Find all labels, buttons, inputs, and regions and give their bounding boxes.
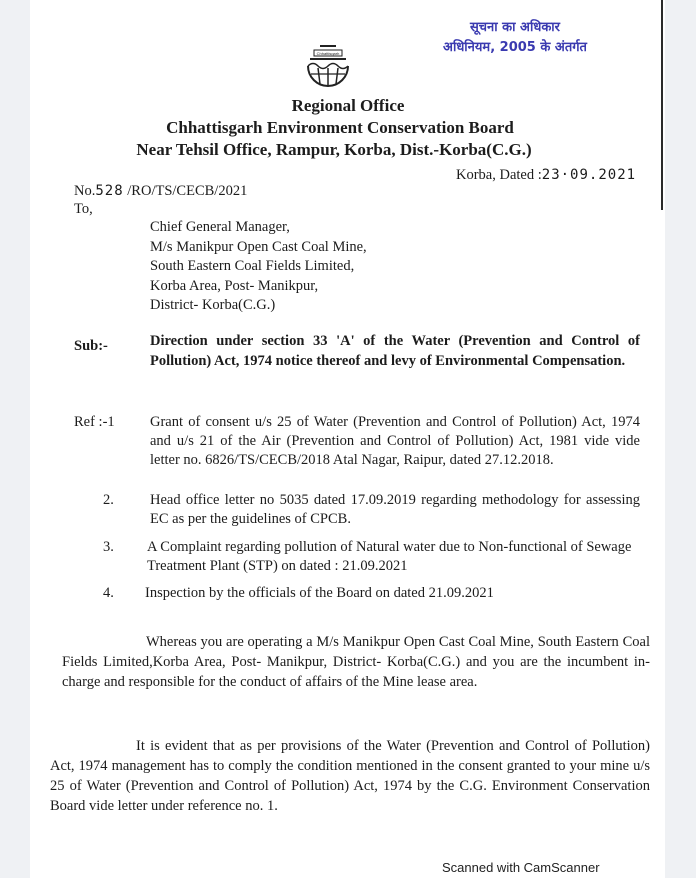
board-address: Near Tehsil Office, Rampur, Korba, Dist.-Korba(C.G.) [136,140,532,159]
reference-1-text: Grant of consent u/s 25 of Water (Prevention and Control of Pollution) Act, 1974 and u/s 21 of the Air (Prevention and Control of Pollution) Act, 1981 vide vide letter no. 6826/TS/CECB/2018 Atal Nagar, Raipur, dated 27.12.2018. [150,414,640,468]
body-paragraph-2: It is evident that as per provisions of the Water (Prevention and Control of Pollution) Act, 1974 management has to comply the condition mentioned in the consent granted to your mine u/s 25 of Water (Prevention and Control of Pollution) Act, 1974 by the C.G. Environment Conservation Board vide letter under reference no. 1. [50,738,650,814]
recipient-line: District- Korba(C.G.) [150,297,276,313]
dated-line [456,166,636,184]
body-paragraph-1: Whereas you are operating a M/s Manikpur Open Cast Coal Mine, South Eastern Coal Fields Limited,Korba Area, Post- Manikpur, District- Korba(C.G.) and you are the incumbent in-charge and responsible for the conduct of affairs of the Mine lease area. [62,634,650,690]
to-label: To, [74,201,93,217]
subject-text: Direction under section 33 'A' of the Water (Prevention and Control of Pollution) Act, 1974 notice thereof and levy of Environmental Compensation. [150,333,640,369]
office-title: Regional Office [291,96,405,115]
reference-3-number: 3. [103,539,114,555]
logo-text: Chhattisgarh [316,51,340,56]
recipient-line: South Eastern Coal Fields Limited, [150,258,355,274]
recipient-address [150,218,367,316]
reference-3-text: A Complaint regarding pollution of Natural water due to Non-functional of Sewage Treatment Plant (STP) on dated : 21.09.2021 [147,539,632,574]
reference-2-text: Head office letter no 5035 dated 17.09.2019 regarding methodology for assessing EC as per the guidelines of CPCB. [150,492,640,527]
dated-label: Korba, Dated : [456,167,542,183]
camscanner-watermark: Scanned with CamScanner [442,860,600,875]
stamp-line-1: सूचना का अधिकार [470,20,560,35]
stamp-line-2: अधिनियम, 2005 के अंतर्गत [443,40,587,55]
letter-no-suffix: /RO/TS/CECB/2021 [127,183,248,199]
recipient-line: Chief General Manager, [150,219,290,235]
letter-no-label: No. [74,183,96,199]
letter-number [74,182,247,200]
reference-4-text: Inspection by the officials of the Board on dated 21.09.2021 [145,585,494,601]
dated-value: 23·09.2021 [541,167,637,183]
recipient-line: Korba Area, Post- Manikpur, [150,277,319,294]
cecb-emblem-icon [302,44,354,96]
rti-stamp [420,18,610,58]
reference-label: Ref :-1 [74,414,115,430]
reference-2-number: 2. [103,492,114,508]
recipient-line: M/s Manikpur Open Cast Coal Mine, [150,238,367,255]
subject-label: Sub:- [74,338,108,354]
reference-4-number: 4. [103,585,114,601]
board-name: Chhattisgarh Environment Conservation Board [166,118,514,137]
letter-no-value: 528 [95,183,124,199]
